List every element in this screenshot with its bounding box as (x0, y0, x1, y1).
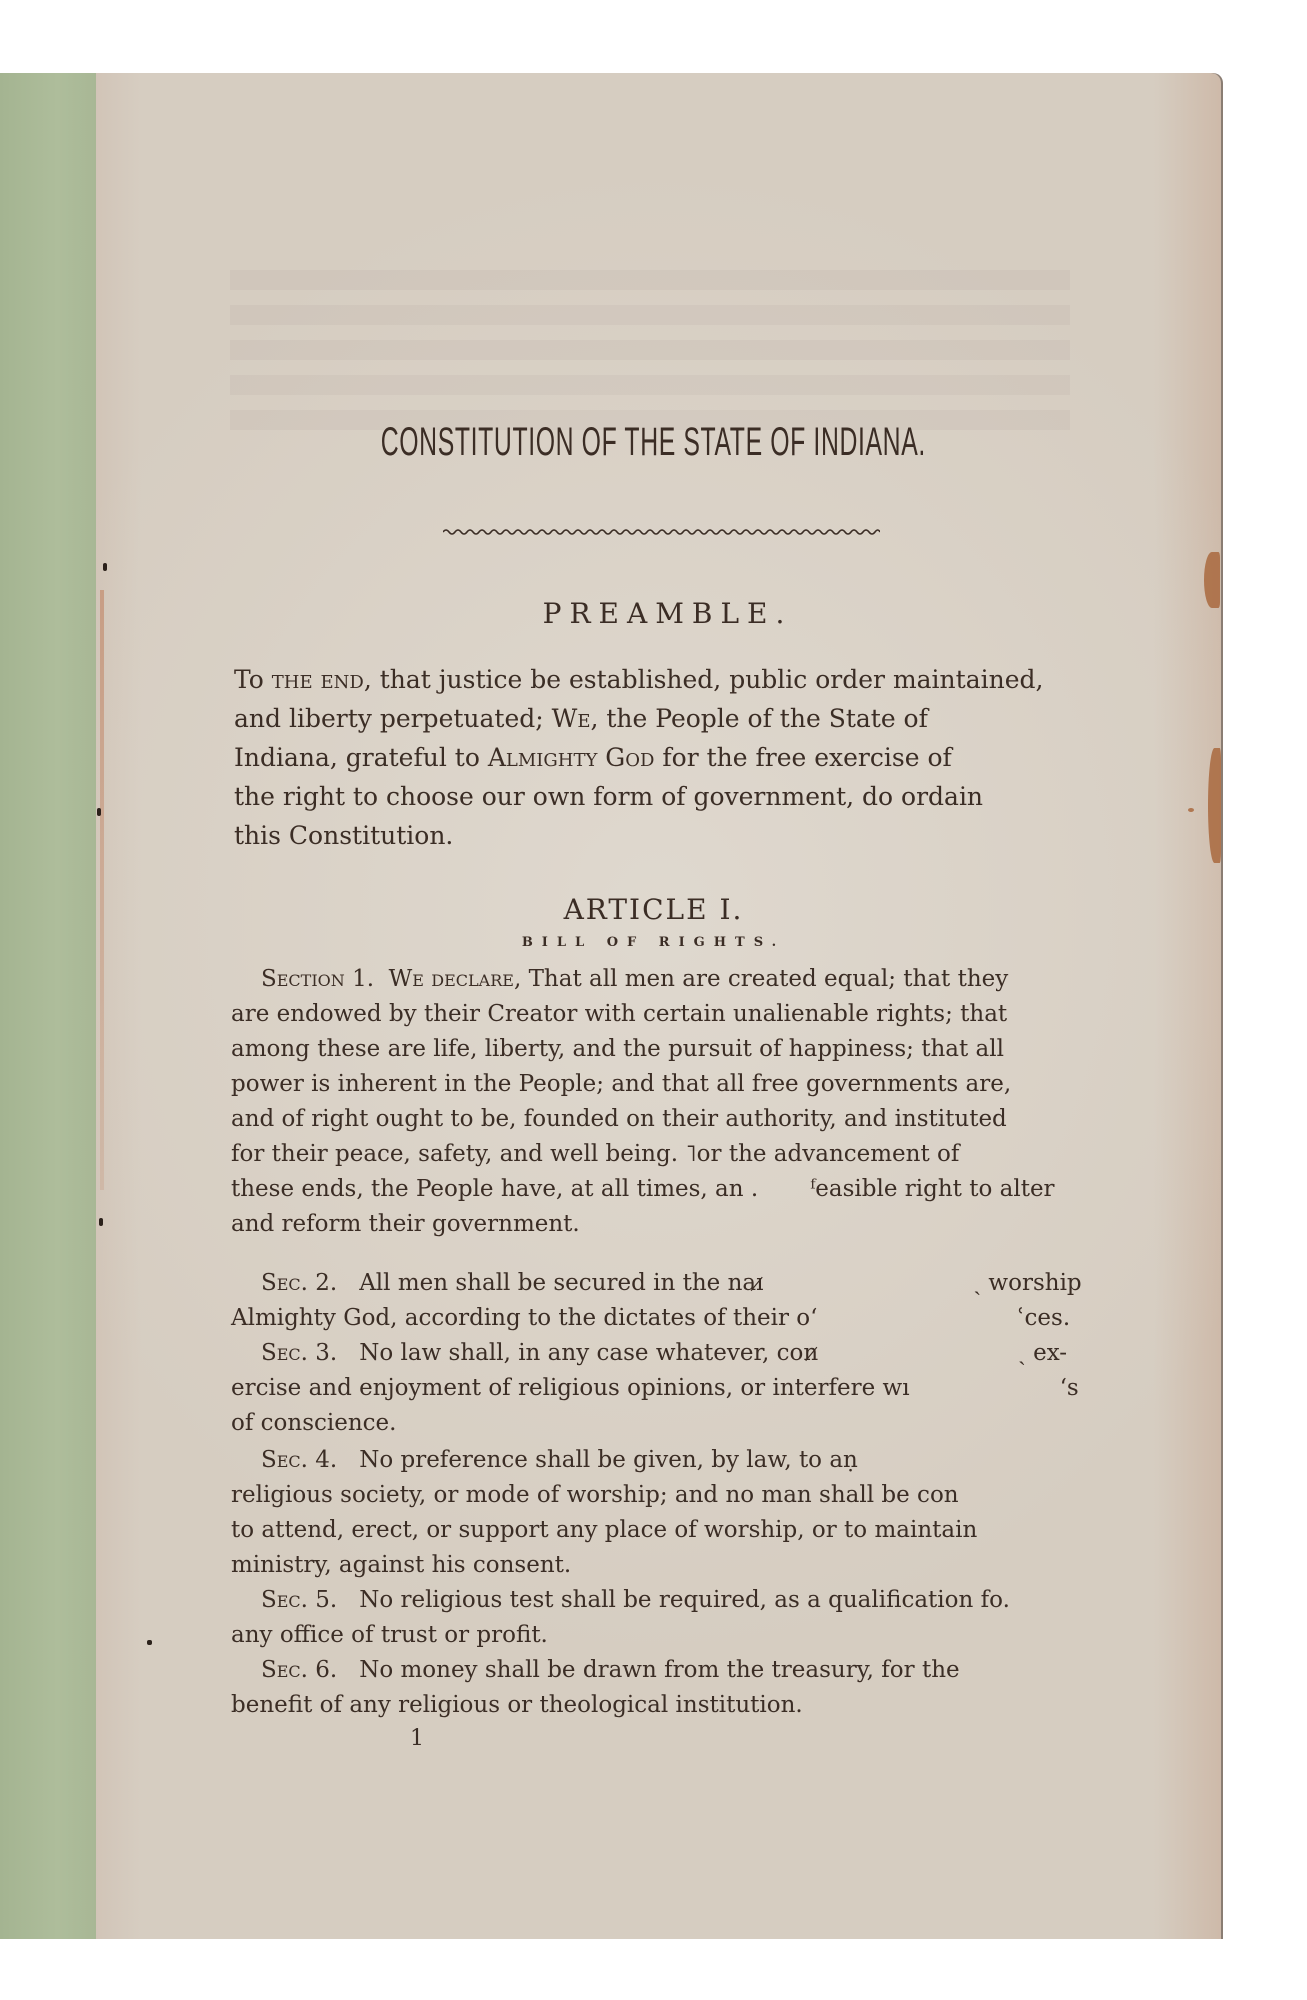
show-through-text (230, 340, 1070, 360)
preamble-line (234, 699, 1105, 738)
preamble-line-text: for the free exercise of (654, 743, 952, 772)
stitch-hole-icon (103, 563, 107, 571)
section-line: and of right ought to be, founded on their authority, and instituted (231, 1106, 1007, 1132)
green-cover-strip (0, 73, 96, 1939)
section-line-text: No religious test shall be required, as a qualification fo. (359, 1587, 1010, 1613)
section-3 (231, 1336, 1079, 1441)
section-line: power is inherent in the People; and that all free governments are, (231, 1071, 1012, 1097)
preamble-line-text: Indiana, grateful to (234, 743, 488, 772)
section-line (231, 1583, 1071, 1618)
section-line-text: ˎ worship (973, 1270, 1082, 1296)
section-line: benefit of any religious or theological institution. (231, 1692, 803, 1718)
section-line: to attend, erect, or support any place of worship, or to maintain (231, 1517, 978, 1543)
section-1 (231, 962, 1071, 1242)
section-line (231, 1371, 1079, 1406)
preamble-line: this Constitution. (234, 821, 454, 850)
small-caps-phrase: the end (263, 665, 364, 694)
section-line-text: ʿces. (1017, 1305, 1071, 1331)
article-heading: ARTICLE I. (563, 893, 744, 926)
section-line: among these are life, liberty, and the pursuit of happiness; that all (231, 1036, 1004, 1062)
section-line-text: Almighty God, according to the dictates of their oʻ (231, 1305, 818, 1331)
stitch-hole-icon (147, 1640, 152, 1645)
section-label: Sec. 5. (261, 1587, 338, 1613)
article-subheading: BILL OF RIGHTS. (521, 935, 786, 950)
section-line: any office of trust or profit. (231, 1622, 548, 1648)
section-line-text: , That all men are created equal; that they (513, 966, 1009, 992)
section-line-text: No preference shall be given, by law, to aṇ (359, 1447, 858, 1473)
section-label: Sec. 3. (261, 1340, 338, 1366)
stitch-hole-icon (97, 808, 101, 816)
preamble-line-text: and liberty perpetuated; (234, 704, 552, 733)
show-through-text (230, 270, 1070, 290)
section-line (231, 1336, 1071, 1371)
section-line-text: ᶠeasible right to alter (810, 1176, 1055, 1202)
preamble-line: the right to choose our own form of government, do ordain (234, 782, 984, 811)
section-line-text: ercise and enjoyment of religious opinions, or interfere wı (231, 1375, 910, 1401)
section-line: ministry, against his consent. (231, 1552, 572, 1578)
section-line: religious society, or mode of worship; and no man shall be con (231, 1482, 959, 1508)
foxing-spot (1188, 808, 1194, 812)
section-label: Sec. 4. (261, 1447, 338, 1473)
section-5 (231, 1583, 1071, 1653)
section-line: for their peace, safety, and well being. ˥or the advancement of (231, 1141, 960, 1167)
preamble-line-text: , that justice be established, public order maintained, (363, 665, 1044, 694)
small-caps-phrase: Almighty God (487, 743, 655, 772)
show-through-text (230, 305, 1070, 325)
show-through-text (230, 375, 1070, 395)
section-line-text: ˎ ex- (1018, 1340, 1068, 1366)
section-line-text: ʻs (1059, 1375, 1079, 1401)
section-6 (231, 1653, 1071, 1723)
section-line: and reform their government. (231, 1211, 580, 1237)
wavy-rule-icon (443, 526, 880, 538)
section-line: are endowed by their Creator with certain unalienable rights; that (231, 1001, 1008, 1027)
section-line (231, 1266, 1082, 1301)
section-label: Sec. 6. (261, 1657, 338, 1683)
small-caps-phrase: We declare (388, 966, 514, 992)
section-label: Sec. 2. (261, 1270, 338, 1296)
section-line-text: these ends, the People have, at all times, an . (231, 1176, 759, 1202)
drop-caps-word: To (234, 665, 264, 694)
preamble-line (234, 738, 1105, 777)
section-line-text: All men shall be secured in the naı̷ (359, 1270, 764, 1296)
preamble-line (234, 660, 1105, 699)
section-line-text: No money shall be drawn from the treasury, for the (359, 1657, 960, 1683)
section-line (231, 962, 1071, 997)
section-line: of conscience. (231, 1410, 397, 1436)
preamble-line-text: , the People of the State of (590, 704, 928, 733)
section-4 (231, 1443, 1071, 1583)
preamble-heading: PREAMBLE. (542, 597, 793, 630)
document-title: CONSTITUTION OF THE STATE OF INDIANA. (380, 420, 926, 464)
section-line (231, 1172, 1071, 1207)
page-number: 1 (410, 1726, 424, 1751)
section-line-text: No law shall, in any case whatever, con̷ (359, 1340, 819, 1366)
edge-foxing-stain (1208, 748, 1221, 863)
small-caps-word: We (551, 704, 591, 733)
section-line (231, 1301, 1071, 1336)
section-line (231, 1653, 1071, 1688)
preamble-text (234, 660, 1105, 855)
stitch-hole-icon (99, 1218, 103, 1226)
spine-foxing (100, 590, 104, 1190)
section-label: Section 1. (261, 966, 375, 992)
section-line (231, 1443, 1071, 1478)
section-2 (231, 1266, 1082, 1336)
